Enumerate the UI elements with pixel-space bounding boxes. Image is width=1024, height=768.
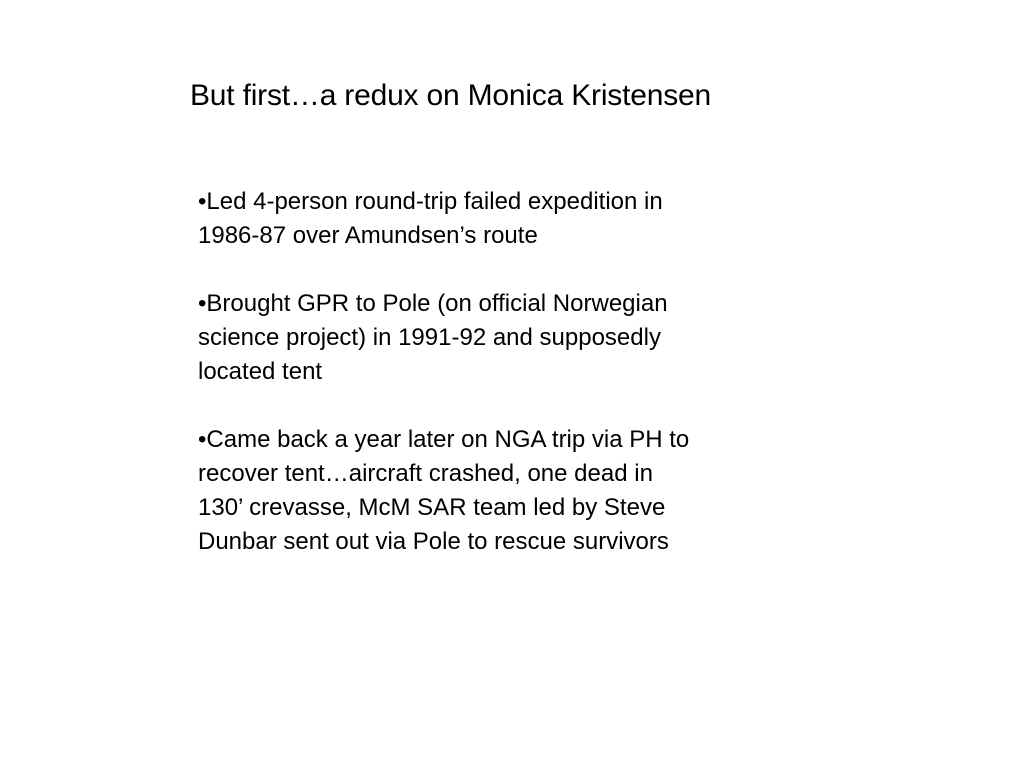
bullet-item [198,423,818,559]
bullet-list [198,185,818,593]
bullet-line: science project) in 1991-92 and supposedly [198,324,661,351]
bullet-line: •Brought GPR to Pole (on official Norwegian [198,290,668,317]
bullet-line: Dunbar sent out via Pole to rescue survivors [198,528,669,555]
bullet-line: located tent [198,358,323,385]
bullet-item [198,287,818,389]
bullet-line: 1986-87 over Amundsen’s route [198,222,538,249]
bullet-item [198,185,818,253]
bullet-line: •Came back a year later on NGA trip via PH to [198,426,690,453]
slide-title: But first…a redux on Monica Kristensen [190,79,711,112]
bullet-line: 130’ crevasse, McM SAR team led by Steve [198,494,666,521]
bullet-line: recover tent…aircraft crashed, one dead in [198,460,653,487]
bullet-line: •Led 4-person round-trip failed expedition in [198,188,663,215]
